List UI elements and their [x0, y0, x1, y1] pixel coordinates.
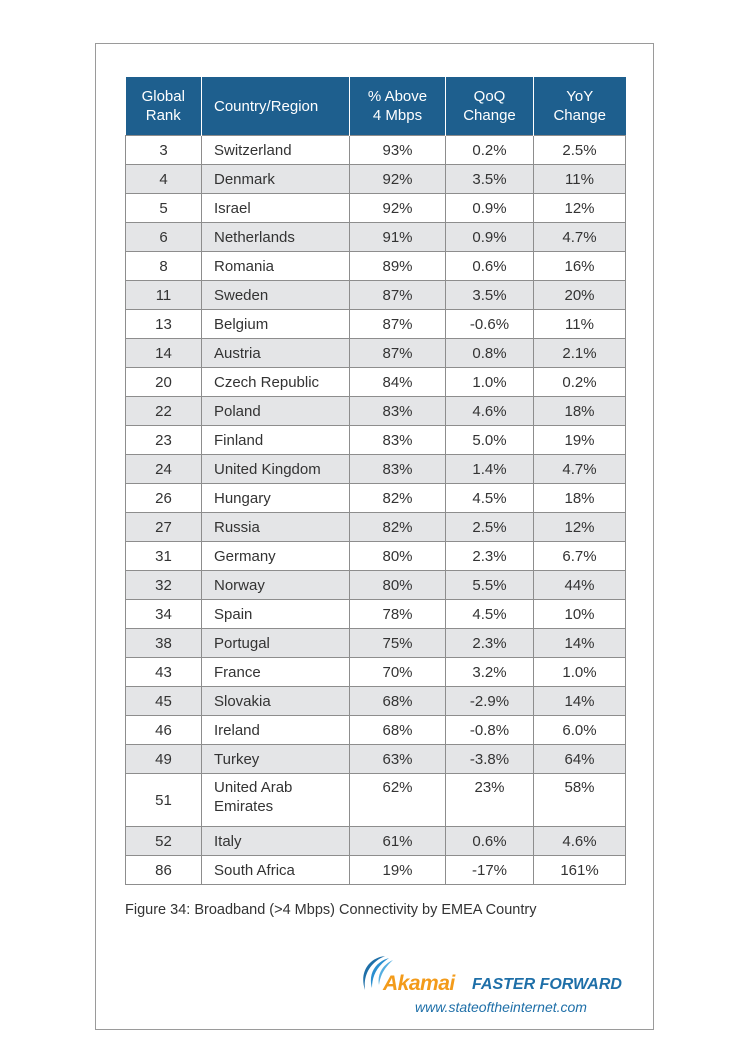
rank-cell: 49 [126, 745, 202, 774]
percent-above-cell: 70% [350, 658, 446, 687]
header-percent-above-line1: % Above [367, 88, 428, 105]
header-qoq-change [446, 77, 534, 136]
percent-above-cell: 19% [350, 856, 446, 885]
country-cell: Finland [202, 426, 350, 455]
percent-above-cell: 83% [350, 397, 446, 426]
qoq-change-cell: 0.2% [446, 136, 534, 165]
rank-cell: 86 [126, 856, 202, 885]
percent-above-cell: 92% [350, 165, 446, 194]
country-cell: Russia [202, 513, 350, 542]
qoq-change-cell: 23% [446, 774, 534, 827]
qoq-change-cell: 5.5% [446, 571, 534, 600]
percent-above-cell: 82% [350, 513, 446, 542]
table-row [126, 194, 626, 223]
country-cell: Netherlands [202, 223, 350, 252]
qoq-change-cell: 1.0% [446, 368, 534, 397]
rank-cell: 26 [126, 484, 202, 513]
rank-cell: 31 [126, 542, 202, 571]
table-row [126, 542, 626, 571]
rank-cell: 38 [126, 629, 202, 658]
yoy-change-cell: 14% [534, 629, 626, 658]
percent-above-cell: 84% [350, 368, 446, 397]
qoq-change-cell: 0.9% [446, 194, 534, 223]
header-global-rank-line2: Rank [145, 107, 181, 124]
yoy-change-cell: 18% [534, 397, 626, 426]
yoy-change-cell: 0.2% [534, 368, 626, 397]
table-row [126, 136, 626, 165]
country-cell: Portugal [202, 629, 350, 658]
country-cell: France [202, 658, 350, 687]
qoq-change-cell: 3.2% [446, 658, 534, 687]
table-row [126, 310, 626, 339]
qoq-change-cell: 3.5% [446, 165, 534, 194]
qoq-change-cell: 2.5% [446, 513, 534, 542]
country-cell: Poland [202, 397, 350, 426]
header-qoq-change-line2: Change [463, 107, 516, 124]
yoy-change-cell: 19% [534, 426, 626, 455]
yoy-change-cell: 16% [534, 252, 626, 281]
country-cell: Spain [202, 600, 350, 629]
header-yoy-change-line1: YoY [566, 88, 594, 105]
qoq-change-cell: -3.8% [446, 745, 534, 774]
rank-cell: 8 [126, 252, 202, 281]
table-row [126, 774, 626, 827]
percent-above-cell: 61% [350, 827, 446, 856]
percent-above-cell: 89% [350, 252, 446, 281]
qoq-change-cell: 5.0% [446, 426, 534, 455]
country-cell: Romania [202, 252, 350, 281]
table-row [126, 856, 626, 885]
rank-cell: 24 [126, 455, 202, 484]
country-cell: United Arab Emirates [202, 774, 350, 827]
country-cell: South Africa [202, 856, 350, 885]
qoq-change-cell: -0.6% [446, 310, 534, 339]
header-country-region-label: Country/Region [214, 97, 319, 115]
header-yoy-change-line2: Change [553, 107, 607, 124]
header-global-rank-line1: Global [141, 88, 185, 105]
country-cell: Italy [202, 827, 350, 856]
qoq-change-cell: 4.5% [446, 484, 534, 513]
yoy-change-cell: 161% [534, 856, 626, 885]
percent-above-cell: 80% [350, 571, 446, 600]
akamai-logo [355, 950, 625, 1020]
percent-above-cell: 87% [350, 310, 446, 339]
percent-above-cell: 91% [350, 223, 446, 252]
qoq-change-cell: 0.8% [446, 339, 534, 368]
table-row [126, 339, 626, 368]
yoy-change-cell: 11% [534, 165, 626, 194]
country-cell: Denmark [202, 165, 350, 194]
rank-cell: 27 [126, 513, 202, 542]
yoy-change-cell: 4.7% [534, 223, 626, 252]
rank-cell: 3 [126, 136, 202, 165]
table-row [126, 513, 626, 542]
yoy-change-cell: 64% [534, 745, 626, 774]
website-url: www.stateoftheinternet.com [415, 999, 587, 1015]
country-cell: Slovakia [202, 687, 350, 716]
percent-above-cell: 92% [350, 194, 446, 223]
percent-above-cell: 78% [350, 600, 446, 629]
yoy-change-cell: 2.1% [534, 339, 626, 368]
country-cell: Czech Republic [202, 368, 350, 397]
rank-cell: 46 [126, 716, 202, 745]
rank-cell: 32 [126, 571, 202, 600]
percent-above-cell: 87% [350, 281, 446, 310]
yoy-change-cell: 58% [534, 774, 626, 827]
percent-above-cell: 75% [350, 629, 446, 658]
country-cell: Norway [202, 571, 350, 600]
header-qoq-change-line1: QoQ [473, 88, 506, 105]
figure-caption: Figure 34: Broadband (>4 Mbps) Connectivity by EMEA Country [125, 902, 537, 918]
table-row [126, 165, 626, 194]
country-cell: Hungary [202, 484, 350, 513]
qoq-change-cell: 1.4% [446, 455, 534, 484]
table-row [126, 716, 626, 745]
yoy-change-cell: 11% [534, 310, 626, 339]
table-row [126, 658, 626, 687]
rank-cell: 14 [126, 339, 202, 368]
rank-cell: 22 [126, 397, 202, 426]
qoq-change-cell: 0.6% [446, 252, 534, 281]
rank-cell: 23 [126, 426, 202, 455]
country-cell: Ireland [202, 716, 350, 745]
table-row [126, 629, 626, 658]
yoy-change-cell: 6.7% [534, 542, 626, 571]
table-row [126, 687, 626, 716]
table-row [126, 281, 626, 310]
yoy-change-cell: 20% [534, 281, 626, 310]
yoy-change-cell: 18% [534, 484, 626, 513]
rank-cell: 5 [126, 194, 202, 223]
rank-cell: 13 [126, 310, 202, 339]
percent-above-cell: 62% [350, 774, 446, 827]
qoq-change-cell: 4.6% [446, 397, 534, 426]
qoq-change-cell: -17% [446, 856, 534, 885]
percent-above-cell: 63% [350, 745, 446, 774]
country-cell: United Kingdom [202, 455, 350, 484]
table-body [126, 136, 626, 885]
yoy-change-cell: 1.0% [534, 658, 626, 687]
table-row [126, 397, 626, 426]
table-row [126, 426, 626, 455]
header-country-region [202, 77, 350, 136]
table-row [126, 600, 626, 629]
yoy-change-cell: 12% [534, 513, 626, 542]
percent-above-cell: 80% [350, 542, 446, 571]
header-percent-above-line2: 4 Mbps [372, 107, 423, 124]
country-cell: Germany [202, 542, 350, 571]
yoy-change-cell: 6.0% [534, 716, 626, 745]
qoq-change-cell: -2.9% [446, 687, 534, 716]
qoq-change-cell: 2.3% [446, 629, 534, 658]
table-row [126, 827, 626, 856]
yoy-change-cell: 4.6% [534, 827, 626, 856]
table-row [126, 223, 626, 252]
qoq-change-cell: 4.5% [446, 600, 534, 629]
qoq-change-cell: -0.8% [446, 716, 534, 745]
connectivity-table [125, 77, 626, 885]
header-global-rank [126, 77, 202, 136]
table-row [126, 252, 626, 281]
percent-above-cell: 83% [350, 455, 446, 484]
rank-cell: 34 [126, 600, 202, 629]
yoy-change-cell: 14% [534, 687, 626, 716]
percent-above-cell: 68% [350, 687, 446, 716]
rank-cell: 6 [126, 223, 202, 252]
country-cell: Sweden [202, 281, 350, 310]
qoq-change-cell: 2.3% [446, 542, 534, 571]
akamai-brand: Akamai [383, 972, 455, 995]
yoy-change-cell: 12% [534, 194, 626, 223]
percent-above-cell: 68% [350, 716, 446, 745]
rank-cell: 51 [126, 774, 202, 827]
rank-cell: 45 [126, 687, 202, 716]
qoq-change-cell: 0.9% [446, 223, 534, 252]
qoq-change-cell: 3.5% [446, 281, 534, 310]
rank-cell: 52 [126, 827, 202, 856]
yoy-change-cell: 4.7% [534, 455, 626, 484]
percent-above-cell: 82% [350, 484, 446, 513]
rank-cell: 4 [126, 165, 202, 194]
yoy-change-cell: 10% [534, 600, 626, 629]
country-cell: Belgium [202, 310, 350, 339]
table-header-row [126, 77, 626, 136]
table-row [126, 484, 626, 513]
header-yoy-change [534, 77, 626, 136]
country-cell: Switzerland [202, 136, 350, 165]
rank-cell: 43 [126, 658, 202, 687]
percent-above-cell: 83% [350, 426, 446, 455]
percent-above-cell: 87% [350, 339, 446, 368]
yoy-change-cell: 44% [534, 571, 626, 600]
percent-above-cell: 93% [350, 136, 446, 165]
qoq-change-cell: 0.6% [446, 827, 534, 856]
table-row [126, 745, 626, 774]
table-row [126, 368, 626, 397]
akamai-tagline: FASTER FORWARD [472, 976, 622, 993]
table-row [126, 571, 626, 600]
rank-cell: 11 [126, 281, 202, 310]
yoy-change-cell: 2.5% [534, 136, 626, 165]
header-percent-above [350, 77, 446, 136]
table-row [126, 455, 626, 484]
rank-cell: 20 [126, 368, 202, 397]
country-cell: Austria [202, 339, 350, 368]
country-cell: Israel [202, 194, 350, 223]
country-cell: Turkey [202, 745, 350, 774]
